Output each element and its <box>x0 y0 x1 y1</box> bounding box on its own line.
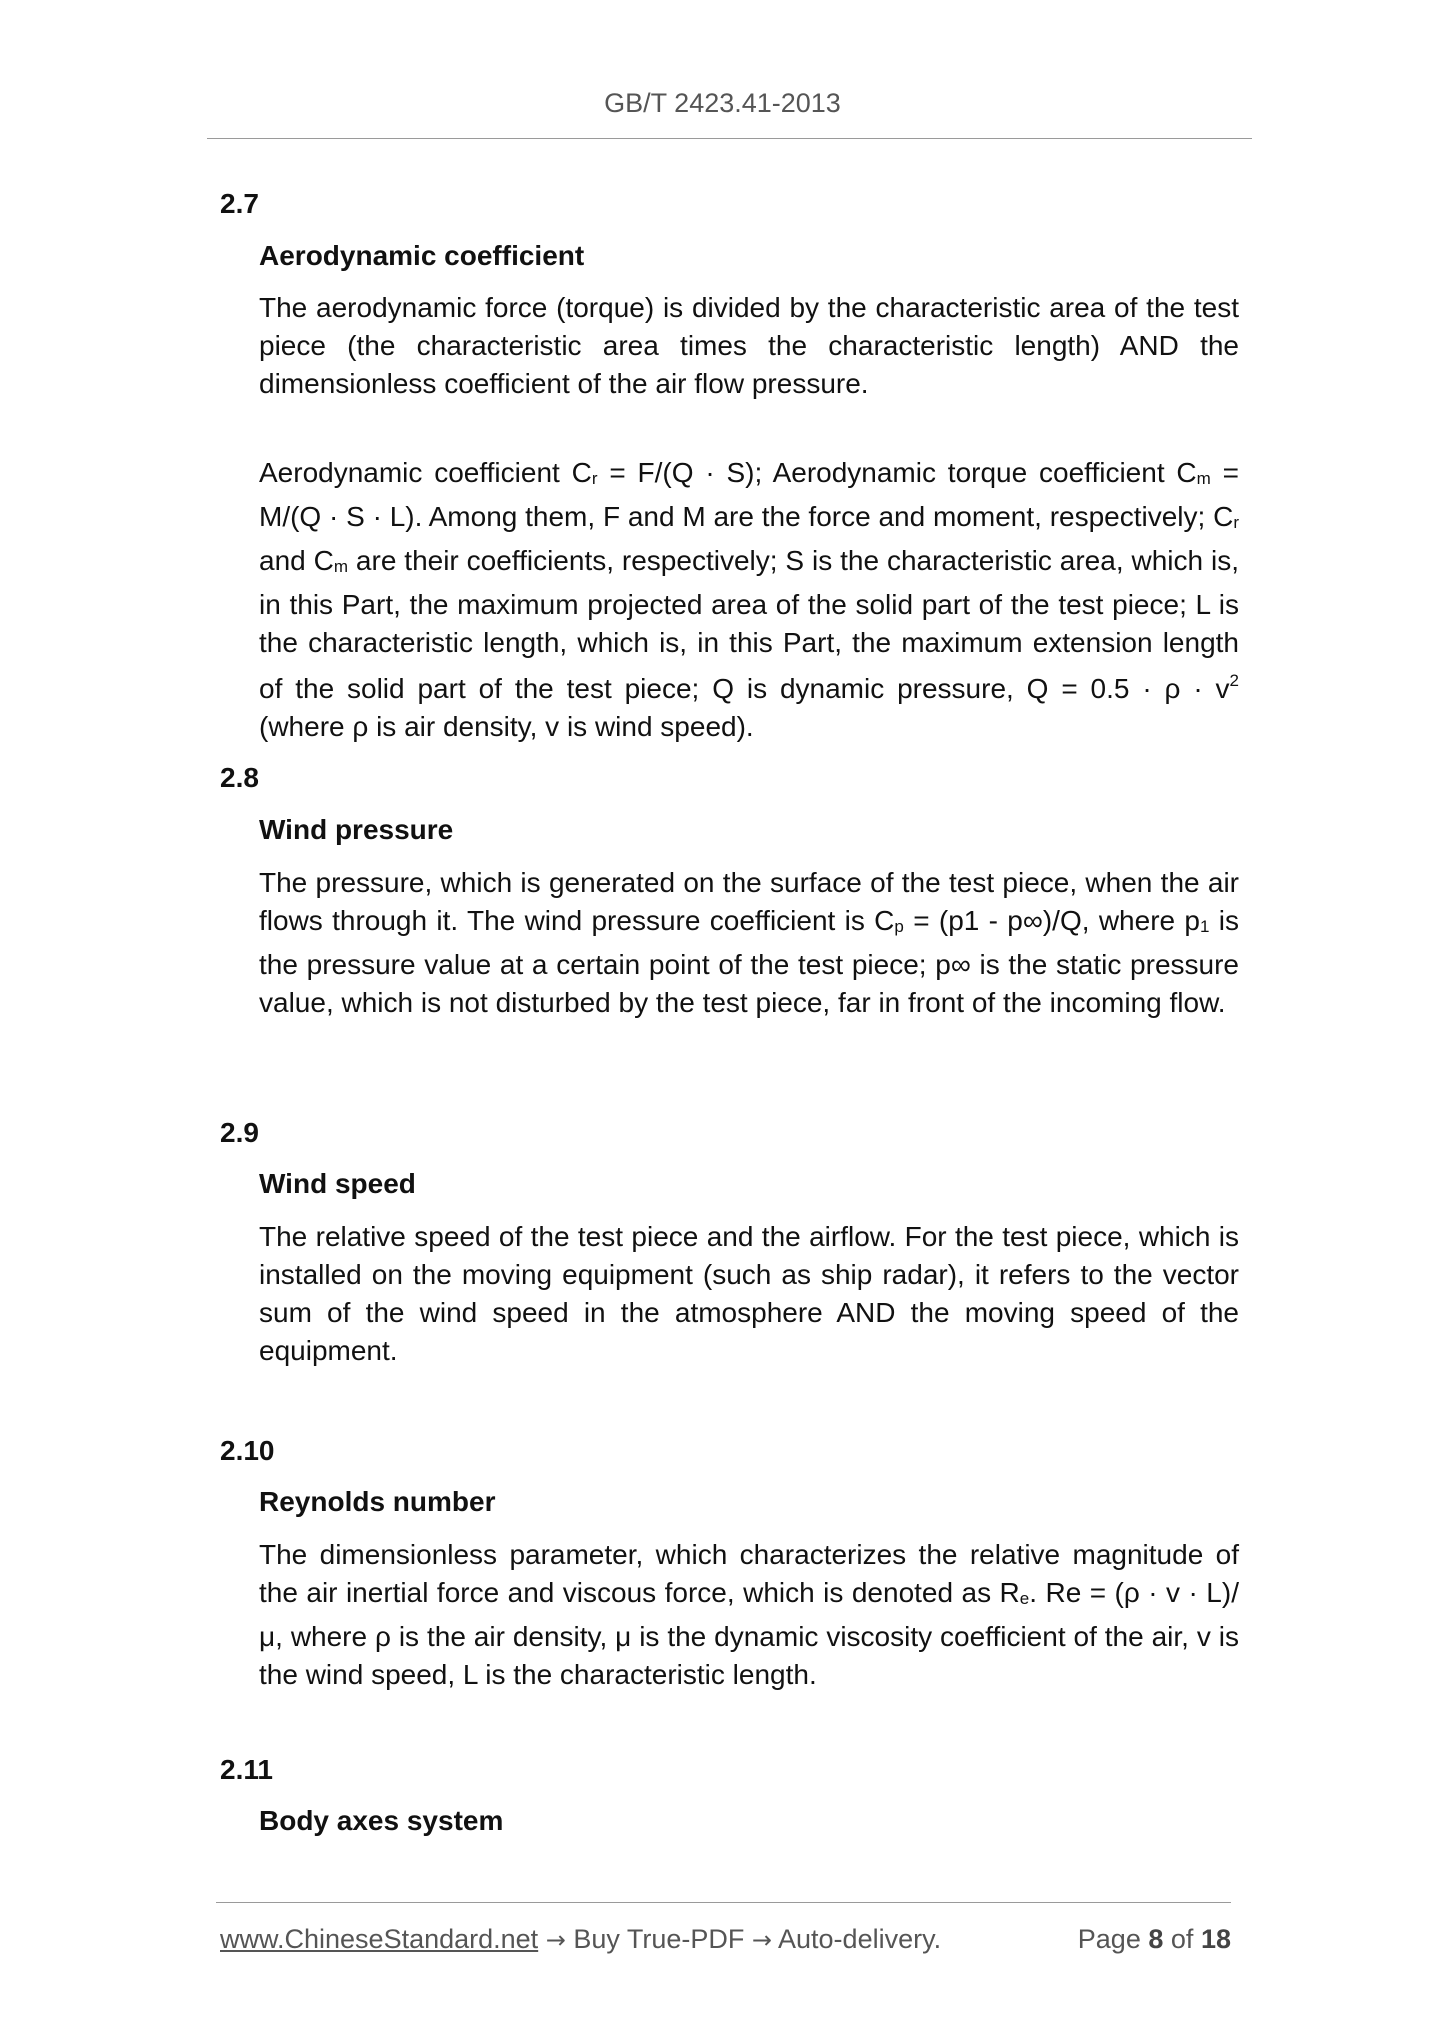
footer-divider <box>216 1902 1231 1903</box>
header-divider <box>207 138 1252 139</box>
definition-wind-pressure: The pressure, which is generated on the surface of the test piece, when the air flows through it. The wind pressure coefficient is Cp = (p1 - p∞)/Q, where p1 is the pressure value at a certain point of the test piece; p∞ is the static pressure value, which is not disturbed by the test piece, far in front of the incoming flow. <box>259 867 1240 1018</box>
page-current: 8 <box>1148 1924 1164 1954</box>
page-label: Page <box>1077 1924 1141 1954</box>
arrow-right-icon: → <box>545 1926 566 1954</box>
document-code-header: GB/T 2423.41-2013 <box>604 88 841 118</box>
term-wind-pressure: Wind pressure <box>259 814 454 845</box>
auto-delivery-text: Auto-delivery. <box>778 1924 942 1954</box>
section-number-2-10: 2.10 <box>220 1435 275 1466</box>
term-wind-speed: Wind speed <box>259 1168 416 1199</box>
section-number-2-8: 2.8 <box>220 762 259 793</box>
definition-wind-speed: The relative speed of the test piece and the airflow. For the test piece, which is installed on the moving equipment (such as ship radar), it refers to the vector sum of the wind speed in the atmosphere AND the moving speed of the equipment. <box>259 1221 1239 1366</box>
chinesestandard-link[interactable]: www.ChineseStandard.net <box>220 1924 539 1954</box>
section-number-2-7: 2.7 <box>220 188 259 219</box>
term-reynolds-number: Reynolds number <box>259 1486 496 1517</box>
page-footer <box>220 1924 1231 1955</box>
buy-true-pdf-text: Buy True-PDF <box>573 1924 745 1954</box>
term-aerodynamic-coefficient: Aerodynamic coefficient <box>259 240 585 271</box>
definition-reynolds-number: The dimensionless parameter, which characterizes the relative magnitude of the air inertial force and viscous force, which is denoted as Re. Re = (ρ · v · L)/μ, where ρ is the air density, μ is the dynamic viscosity coefficient of the air, v is the wind speed, L is the characteristic length. <box>259 1539 1239 1690</box>
section-number-2-9: 2.9 <box>220 1117 259 1148</box>
formula-aerodynamic-coefficient: Aerodynamic coefficient Cr = F/(Q · S); Aerodynamic torque coefficient Cm = M/(Q · S · L). Among them, F and M are the force and moment, respectively; Cr and Cm are their coefficients, respectively; S is the characteristic area, which is, in this Part, the maximum projected area of the solid part of the test piece; L is the characteristic length, which is, in this Part, the maximum extension length of the solid part of the test piece; Q is dynamic pressure, $Q = 0.5 \cdot \rho \cdot v^2$ (where ρ is air density, v is wind speed). <box>259 457 1240 742</box>
page-total: 18 <box>1200 1924 1231 1954</box>
term-body-axes-system: Body axes system <box>259 1805 504 1836</box>
section-number-2-11: 2.11 <box>220 1754 273 1785</box>
page-indicator <box>1078 1924 1231 1955</box>
definition-aerodynamic-coefficient: The aerodynamic force (torque) is divided by the characteristic area of the test piece (the characteristic area times the characteristic length) AND the dimensionless coefficient of the air flow pressure. <box>259 292 1239 399</box>
arrow-right-icon: → <box>751 1926 772 1954</box>
page-of: of <box>1170 1924 1194 1954</box>
